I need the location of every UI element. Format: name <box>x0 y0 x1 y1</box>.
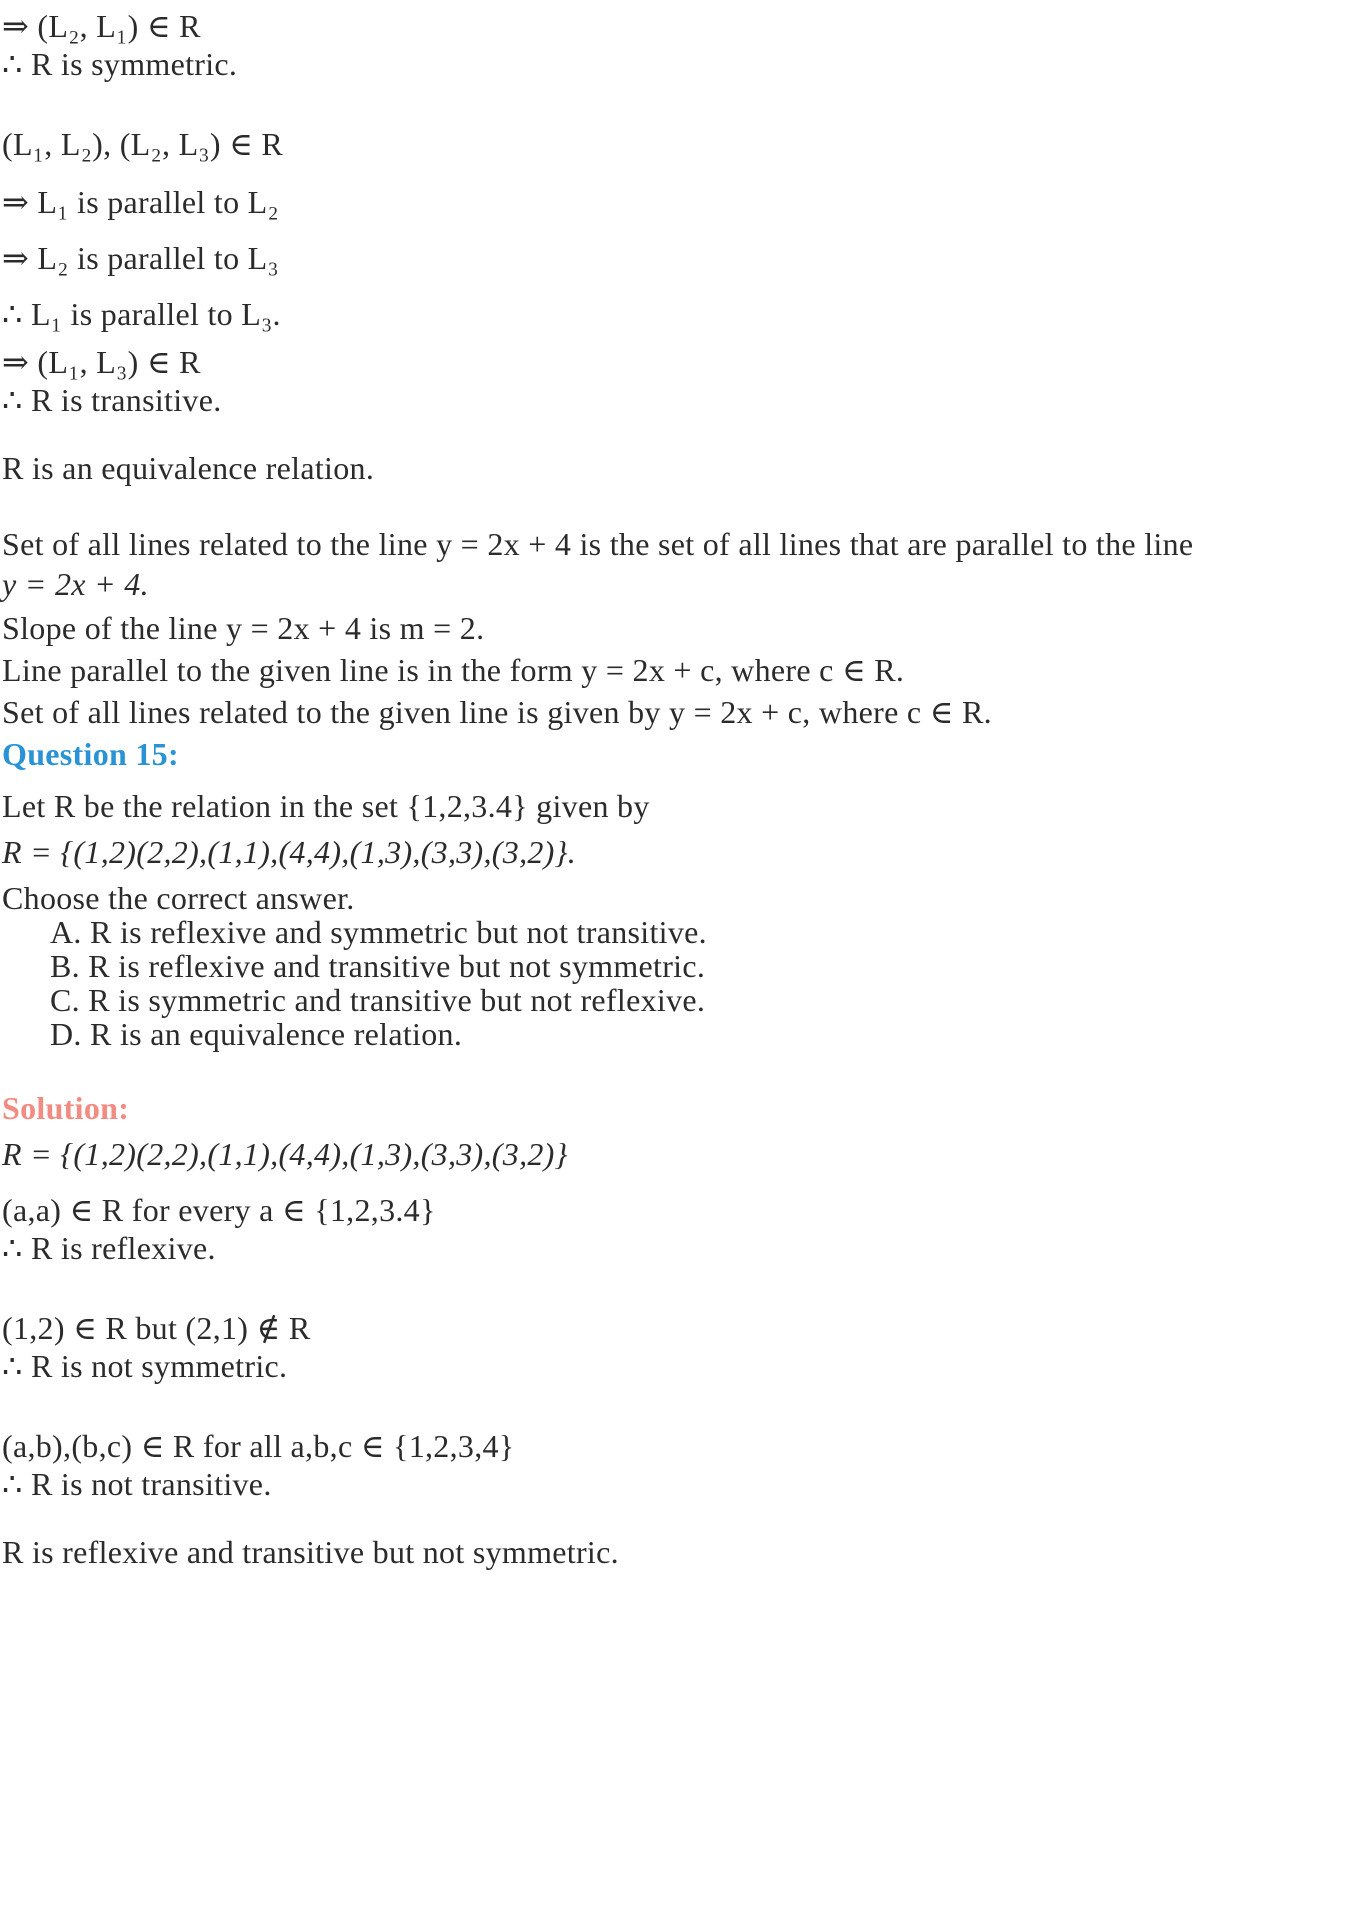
related-lines-sentence: Set of all lines related to the line y = 2x + 4 is the set of all lines that are parallel to the line <box>2 526 1194 562</box>
l2-parallel-l3: ⇒ L₂ is parallel to L₃ <box>2 240 279 276</box>
parallel-form-line: Line parallel to the given line is in the form y = 2x + c, where c ∈ R. <box>2 652 905 688</box>
set-of-lines-line: Set of all lines related to the given line is given by y = 2x + c, where c ∈ R. <box>2 694 992 730</box>
option-a: A. R is reflexive and symmetric but not transitive. <box>50 914 707 950</box>
implies-l2-l1-in-r: ⇒ (L₂, L₁) ∈ R <box>2 8 201 44</box>
equation-line: y = 2x + 4. <box>2 566 149 602</box>
option-d: D. R is an equivalence relation. <box>50 1016 463 1052</box>
r-not-transitive-line: ∴ R is not transitive. <box>2 1466 272 1502</box>
solution-heading: Solution: <box>2 1090 130 1126</box>
option-c: C. R is symmetric and transitive but not reflexive. <box>50 982 706 1018</box>
reflexive-condition: (a,a) ∈ R for every a ∈ {1,2,3.4} <box>2 1192 436 1228</box>
symmetric-counterexample: (1,2) ∈ R but (2,1) ∉ R <box>2 1310 311 1346</box>
l1-parallel-l2: ⇒ L₁ is parallel to L₂ <box>2 184 279 220</box>
transitive-condition: (a,b),(b,c) ∈ R for all a,b,c ∈ {1,2,3,4} <box>2 1428 515 1464</box>
question-text: Let R be the relation in the set {1,2,3.4} given by <box>2 788 650 824</box>
implies-l1-l3-in-r: ⇒ (L₁, L₃) ∈ R <box>2 344 201 380</box>
r-transitive-line: ∴ R is transitive. <box>2 382 222 418</box>
option-b: B. R is reflexive and transitive but not symmetric. <box>50 948 706 984</box>
r-not-symmetric-line: ∴ R is not symmetric. <box>2 1348 288 1384</box>
solution-relation: R = {(1,2)(2,2),(1,1),(4,4),(1,3),(3,3),(3,2)} <box>2 1136 568 1172</box>
slope-line: Slope of the line y = 2x + 4 is m = 2. <box>2 610 485 646</box>
r-reflexive-line: ∴ R is reflexive. <box>2 1230 216 1266</box>
relation-definition: R = {(1,2)(2,2),(1,1),(4,4),(1,3),(3,3),(3,2)}. <box>2 834 577 870</box>
choose-answer-text: Choose the correct answer. <box>2 880 355 916</box>
question-heading: Question 15: <box>2 736 179 772</box>
l1-parallel-l3: ∴ L₁ is parallel to L₃. <box>2 296 281 332</box>
pairs-l1l2-l2l3-in-r: (L₁, L₂), (L₂, L₃) ∈ R <box>2 126 284 162</box>
final-conclusion: R is reflexive and transitive but not symmetric. <box>2 1534 619 1570</box>
equivalence-conclusion: R is an equivalence relation. <box>2 450 375 486</box>
r-symmetric-line: ∴ R is symmetric. <box>2 46 238 82</box>
